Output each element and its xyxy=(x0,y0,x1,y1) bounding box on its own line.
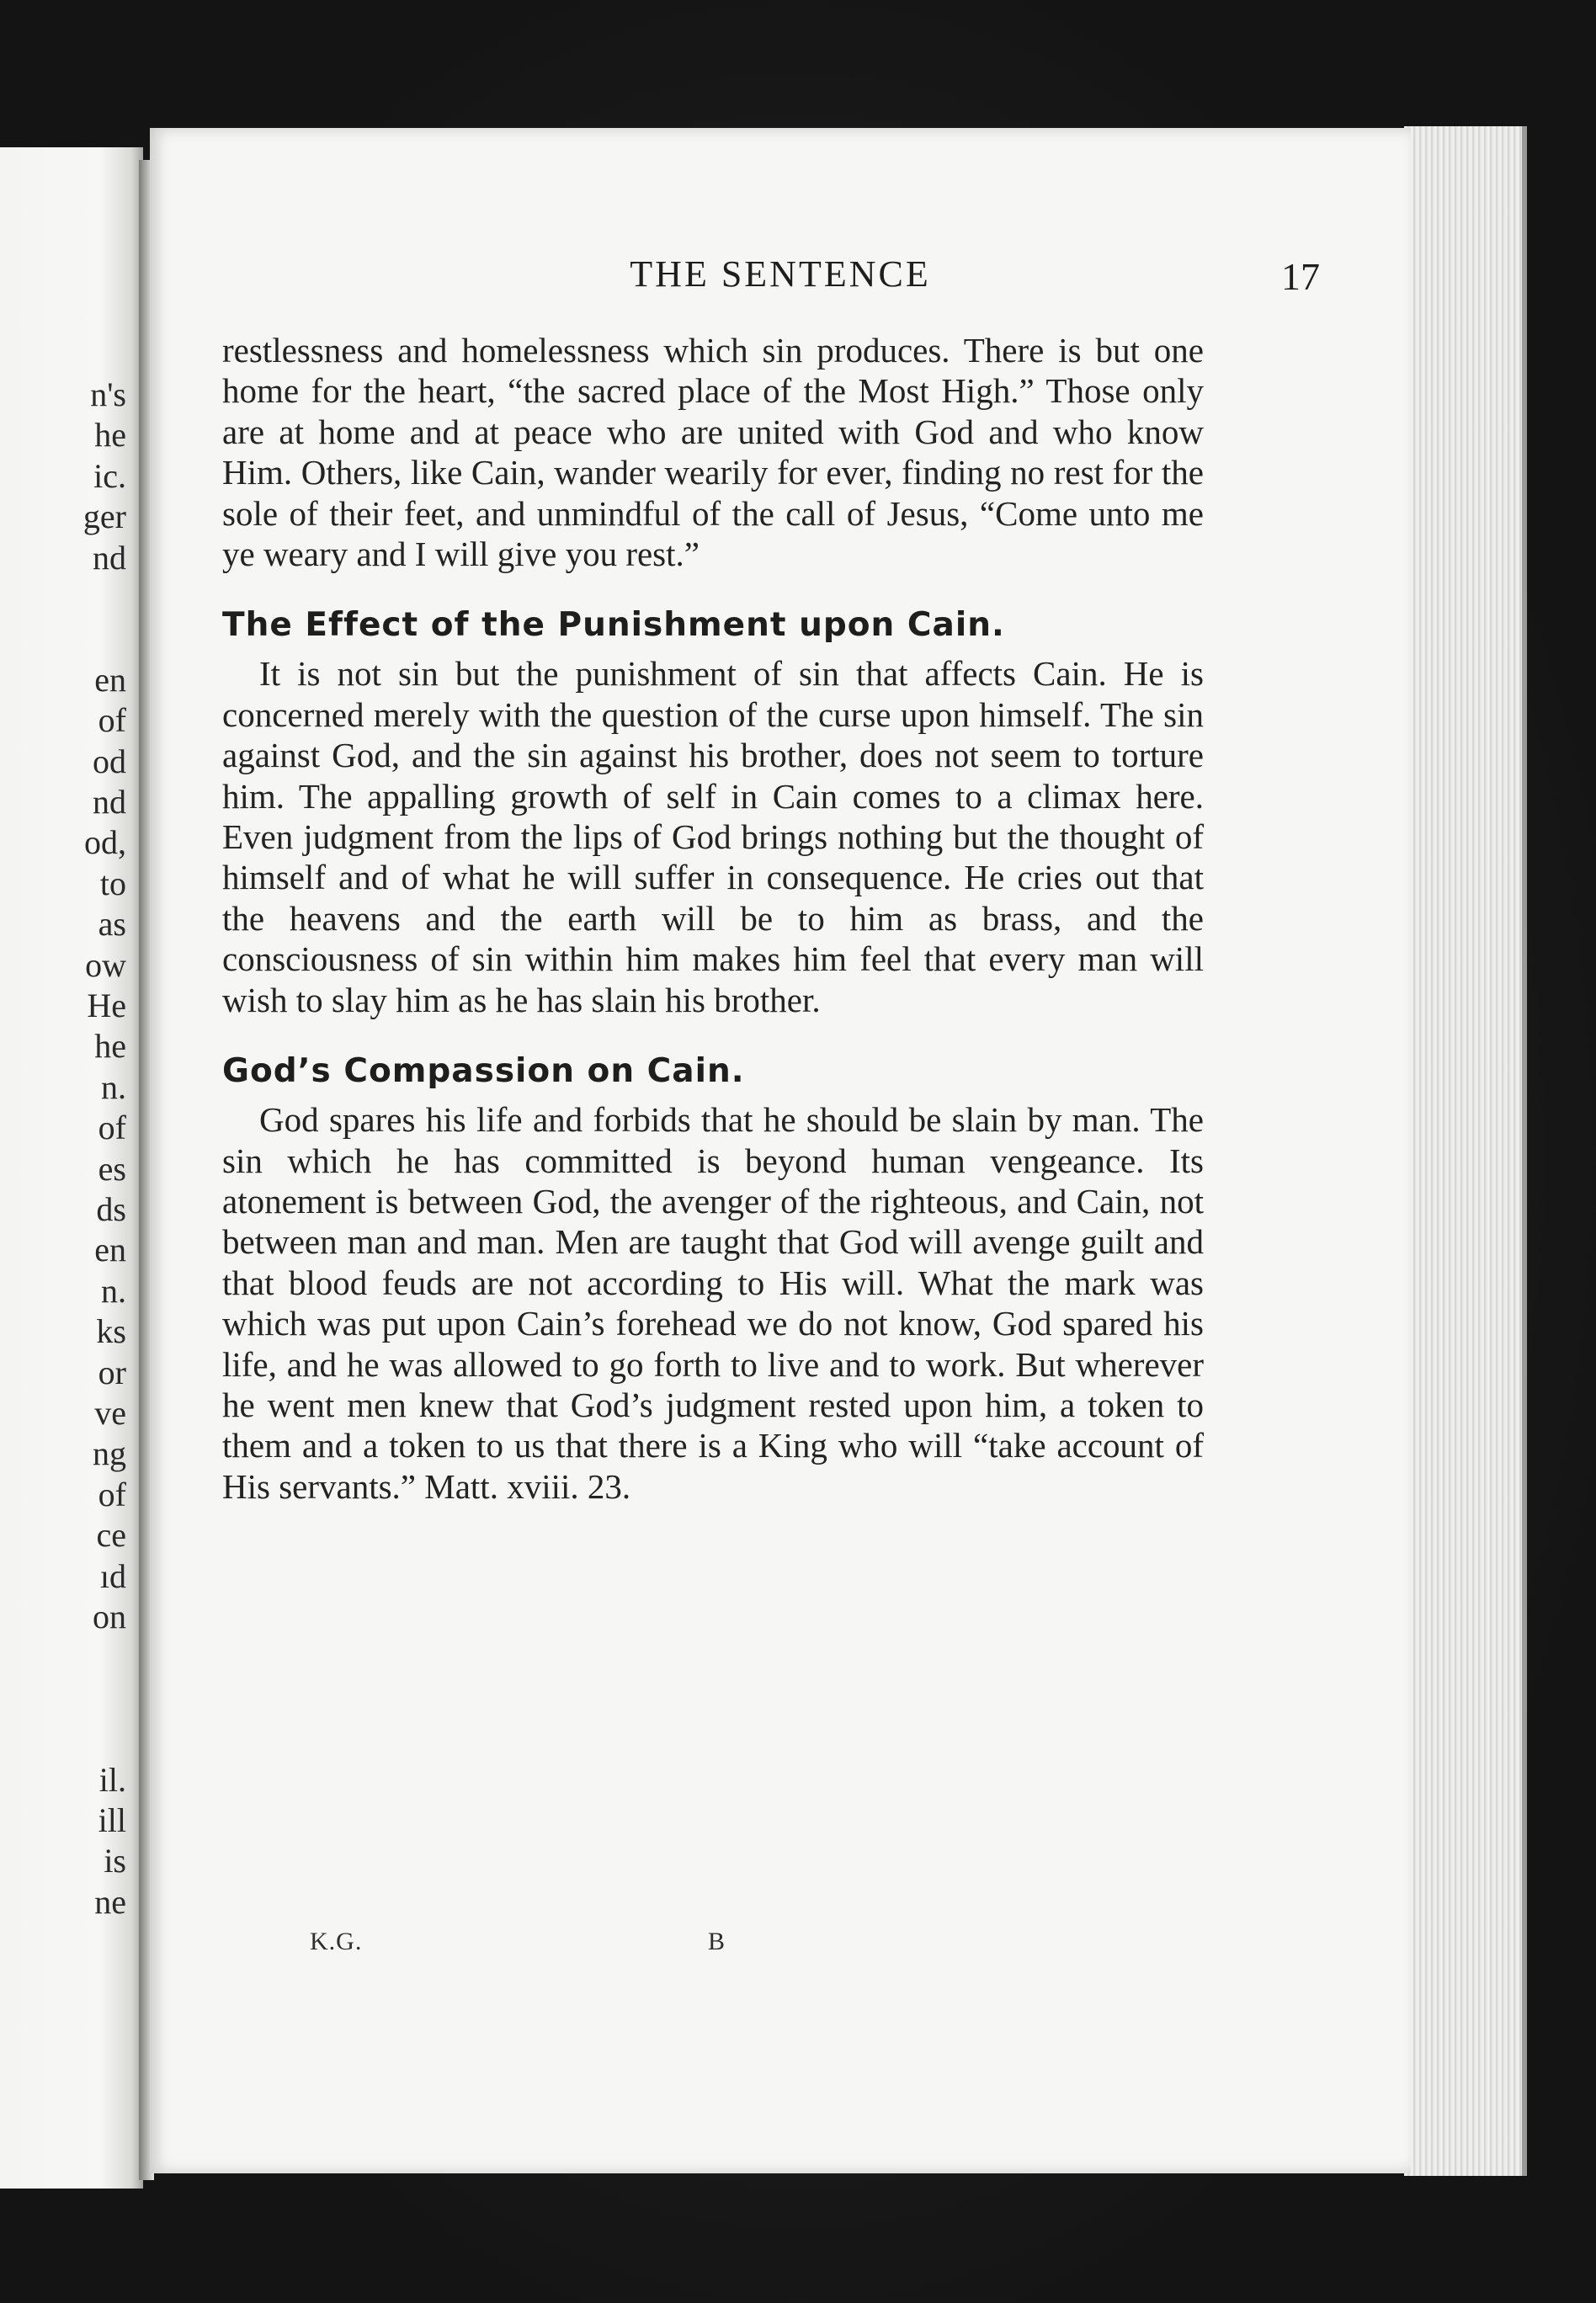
left-page-fragment: ıd xyxy=(99,1556,126,1595)
left-page-fragment: as xyxy=(98,905,126,944)
left-page-fragment: is xyxy=(104,1842,126,1880)
left-page-fragment: n. xyxy=(101,1067,126,1106)
left-page-fragment: nd xyxy=(93,783,126,821)
page-number: 17 xyxy=(1281,255,1320,298)
left-page-fragment: on xyxy=(93,1598,126,1636)
left-page-fragment: of xyxy=(98,1475,126,1513)
section-paragraph-effect: It is not sin but the punishment of sin that affects Cain. He is concerned merely with the question of the curse upon himself. The sin against God, and the sin against his brother, does not seem to torture him. The appalling growth of self in Cain comes to a climax here. Even judgment from the lips of God brings nothing but the thought of himself and of what he will suffer in consequence. He cries out that the heavens and the earth will be to him as brass, and the consciousness of sin within him makes him feel that every man will wish to slay him as he has slain his brother. xyxy=(222,654,1204,1019)
running-head: THE SENTENCE xyxy=(630,253,931,295)
opening-paragraph: restlessness and homelessness which sin produces. There is but one home for the heart, “the sacred place of the Most High.” Those only are at home and at peace who are united with God and who know Him. Others, like Cain, wander wearily for ever, finding no rest for the sole of their feet, and unmindful of the call of Jesus, “Come unto me ye weary and I will give you rest.” xyxy=(222,331,1204,574)
left-page-fragment: ill xyxy=(98,1801,126,1839)
left-page-fragment: en xyxy=(94,660,126,699)
section-heading-effect: The Effect of the Punishment upon Cain. xyxy=(222,606,1005,645)
left-page-fragment: ger xyxy=(82,497,126,536)
left-page-fragment: He xyxy=(87,987,126,1024)
left-page-text-fragments xyxy=(0,147,126,2189)
left-page-fragment: he xyxy=(94,1027,126,1066)
left-page-fragment: ow xyxy=(85,945,126,984)
left-page-fragment: ne xyxy=(94,1882,126,1921)
section-heading-compassion: God’s Compassion on Cain. xyxy=(222,1052,745,1091)
left-page-fragment: to xyxy=(99,864,126,902)
left-page-fragment: n's xyxy=(90,375,126,413)
left-page-edge xyxy=(0,147,143,2189)
left-page-fragment: od xyxy=(93,742,126,780)
left-page-fragment: ve xyxy=(94,1394,126,1432)
left-page-fragment: od, xyxy=(84,823,126,862)
body-text xyxy=(222,330,1204,1507)
left-page-fragment: il. xyxy=(98,1760,126,1799)
page-block-edges xyxy=(1404,126,1527,2176)
left-page-fragment: of xyxy=(98,1109,126,1147)
left-page-fragment: ks xyxy=(96,1312,126,1351)
left-page-fragment: es xyxy=(98,1149,126,1188)
left-page-fragment: ic. xyxy=(93,456,126,495)
left-page-fragment: en xyxy=(94,1231,126,1269)
left-page-fragment: ce xyxy=(96,1516,126,1555)
section-paragraph-compassion: God spares his life and forbids that he should be slain by man. The sin which he has committed is beyond human vengeance. Its atonement is between God, the avenger of the righteous, and Cain, not between man and man. Men are taught that God will avenge guilt and that blood feuds are not according to His will. What the mark was which was put upon Cain’s forehead we do not know, God spared his life, and he was allowed to go forth to live and to work. But wherever he went men knew that God’s judgment rested upon him, a token to them and a token to us that there is a King who will “take account of His servants.” Matt. xviii. 23. xyxy=(222,1100,1204,1506)
right-page xyxy=(150,128,1411,2173)
signature-letter: B xyxy=(708,1928,726,1955)
left-page-fragment: nd xyxy=(93,538,126,577)
left-page-fragment: or xyxy=(98,1353,126,1391)
left-page-fragment: ng xyxy=(93,1434,126,1473)
left-page-fragment: n. xyxy=(101,1271,126,1310)
signature-mark: K.G. xyxy=(310,1928,363,1955)
left-page-fragment: ds xyxy=(96,1190,126,1228)
left-page-fragment: he xyxy=(94,416,126,455)
left-page-fragment: of xyxy=(98,701,126,740)
